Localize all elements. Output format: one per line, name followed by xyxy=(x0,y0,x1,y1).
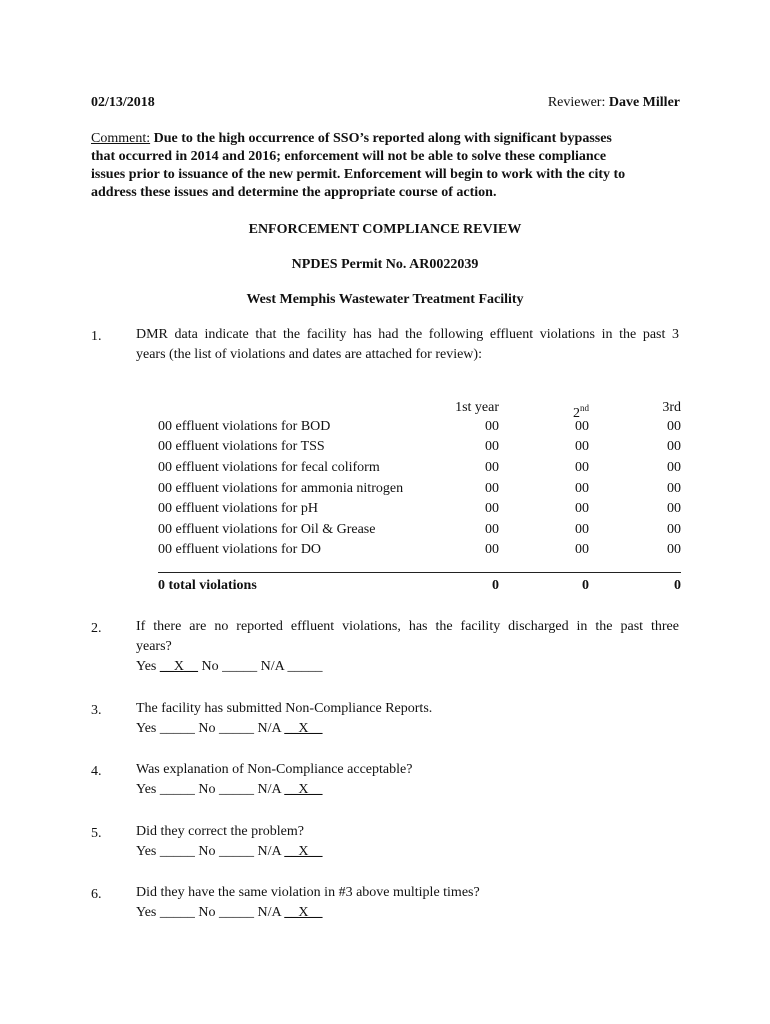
main-title: ENFORCEMENT COMPLIANCE REVIEW xyxy=(248,222,522,237)
answer-yes: _____ xyxy=(159,782,195,797)
question-5 xyxy=(136,822,322,862)
table-row: 00 effluent violations for pH 00 00 00 xyxy=(158,501,681,516)
question-2-number: 2. xyxy=(91,621,102,636)
question-5-text: Did they correct the problem? xyxy=(136,824,304,839)
question-4 xyxy=(136,760,412,800)
answer-no: _____ xyxy=(219,844,254,859)
question-5-answer: Yes _____ No _____ N/A __X__ xyxy=(136,844,323,859)
col-3rd-year: 3rd xyxy=(662,400,681,415)
comment-label: Comment: xyxy=(91,131,151,146)
question-3 xyxy=(136,699,432,739)
answer-no: _____ xyxy=(222,659,258,674)
answer-yes: _____ xyxy=(159,844,195,859)
question-6-answer: Yes _____ No _____ N/A __X__ xyxy=(136,905,323,920)
answer-no: _____ xyxy=(219,721,254,736)
table-divider xyxy=(158,572,681,573)
permit-title: NPDES Permit No. AR0022039 xyxy=(291,257,479,272)
answer-yes: __X__ xyxy=(159,659,198,674)
comment-line-4: address these issues and determine the appropriate course of action. xyxy=(91,185,497,200)
question-6-number: 6. xyxy=(91,887,102,902)
review-date: 02/13/2018 xyxy=(91,95,155,110)
question-4-answer: Yes _____ No _____ N/A __X__ xyxy=(136,782,323,797)
answer-yes: _____ xyxy=(159,721,195,736)
question-6 xyxy=(136,883,480,923)
item-1-number: 1. xyxy=(91,329,102,344)
reviewer-label: Reviewer: xyxy=(547,95,609,110)
item-1-text xyxy=(136,325,679,365)
question-3-text: The facility has submitted Non-Compliance Reports. xyxy=(136,701,433,716)
table-row: 00 effluent violations for BOD 00 00 00 xyxy=(158,419,681,434)
col-2nd-year: 2nd xyxy=(573,403,589,421)
question-2-text-2: years? xyxy=(136,639,172,654)
answer-no: _____ xyxy=(219,782,254,797)
question-5-number: 5. xyxy=(91,826,102,841)
item-1-line-1: DMR data indicate that the facility has had the following effluent violations in the past 3 xyxy=(136,327,679,342)
question-2-answer: Yes __X__ No _____ N/A _____ xyxy=(136,659,323,674)
item-1-line-2: years (the list of violations and dates are attached for review): xyxy=(136,347,482,362)
comment-line-1: Due to the high occurrence of SSO’s reported along with significant bypasses xyxy=(153,131,612,146)
question-3-answer: Yes _____ No _____ N/A __X__ xyxy=(136,721,323,736)
col-1st-year: 1st year xyxy=(455,400,499,415)
question-4-number: 4. xyxy=(91,764,102,779)
question-2-text: If there are no reported effluent violations, has the facility discharged in the past three xyxy=(136,619,679,634)
table-row: 00 effluent violations for DO 00 00 00 xyxy=(158,542,681,557)
answer-na: __X__ xyxy=(284,782,323,797)
table-row: 00 effluent violations for TSS 00 00 00 xyxy=(158,439,681,454)
question-4-text: Was explanation of Non-Compliance acceptable? xyxy=(136,762,413,777)
table-row: 00 effluent violations for Oil & Grease 00 00 00 xyxy=(158,522,681,537)
answer-yes: _____ xyxy=(159,905,195,920)
question-2 xyxy=(136,617,679,677)
reviewer-name: Dave Miller xyxy=(608,95,680,110)
question-6-text: Did they have the same violation in #3 above multiple times? xyxy=(136,885,480,900)
answer-na: _____ xyxy=(287,659,323,674)
table-header xyxy=(158,398,681,421)
comment-block xyxy=(91,130,681,202)
answer-na: __X__ xyxy=(284,905,323,920)
table-row: 00 effluent violations for ammonia nitrogen 00 00 00 xyxy=(158,481,681,496)
answer-na: __X__ xyxy=(284,721,323,736)
comment-line-2: that occurred in 2014 and 2016; enforcement will not be able to solve these compliance xyxy=(91,149,607,164)
reviewer xyxy=(548,94,680,111)
answer-na: __X__ xyxy=(284,844,323,859)
answer-no: _____ xyxy=(219,905,254,920)
comment-line-3: issues prior to issuance of the new permit. Enforcement will begin to work with the city to xyxy=(91,167,626,182)
table-total-row: 0 total violations 0 0 0 xyxy=(158,578,681,593)
table-row: 00 effluent violations for fecal coliform 00 00 00 xyxy=(158,460,681,475)
facility-title: West Memphis Wastewater Treatment Facility xyxy=(246,292,524,307)
question-3-number: 3. xyxy=(91,703,102,718)
